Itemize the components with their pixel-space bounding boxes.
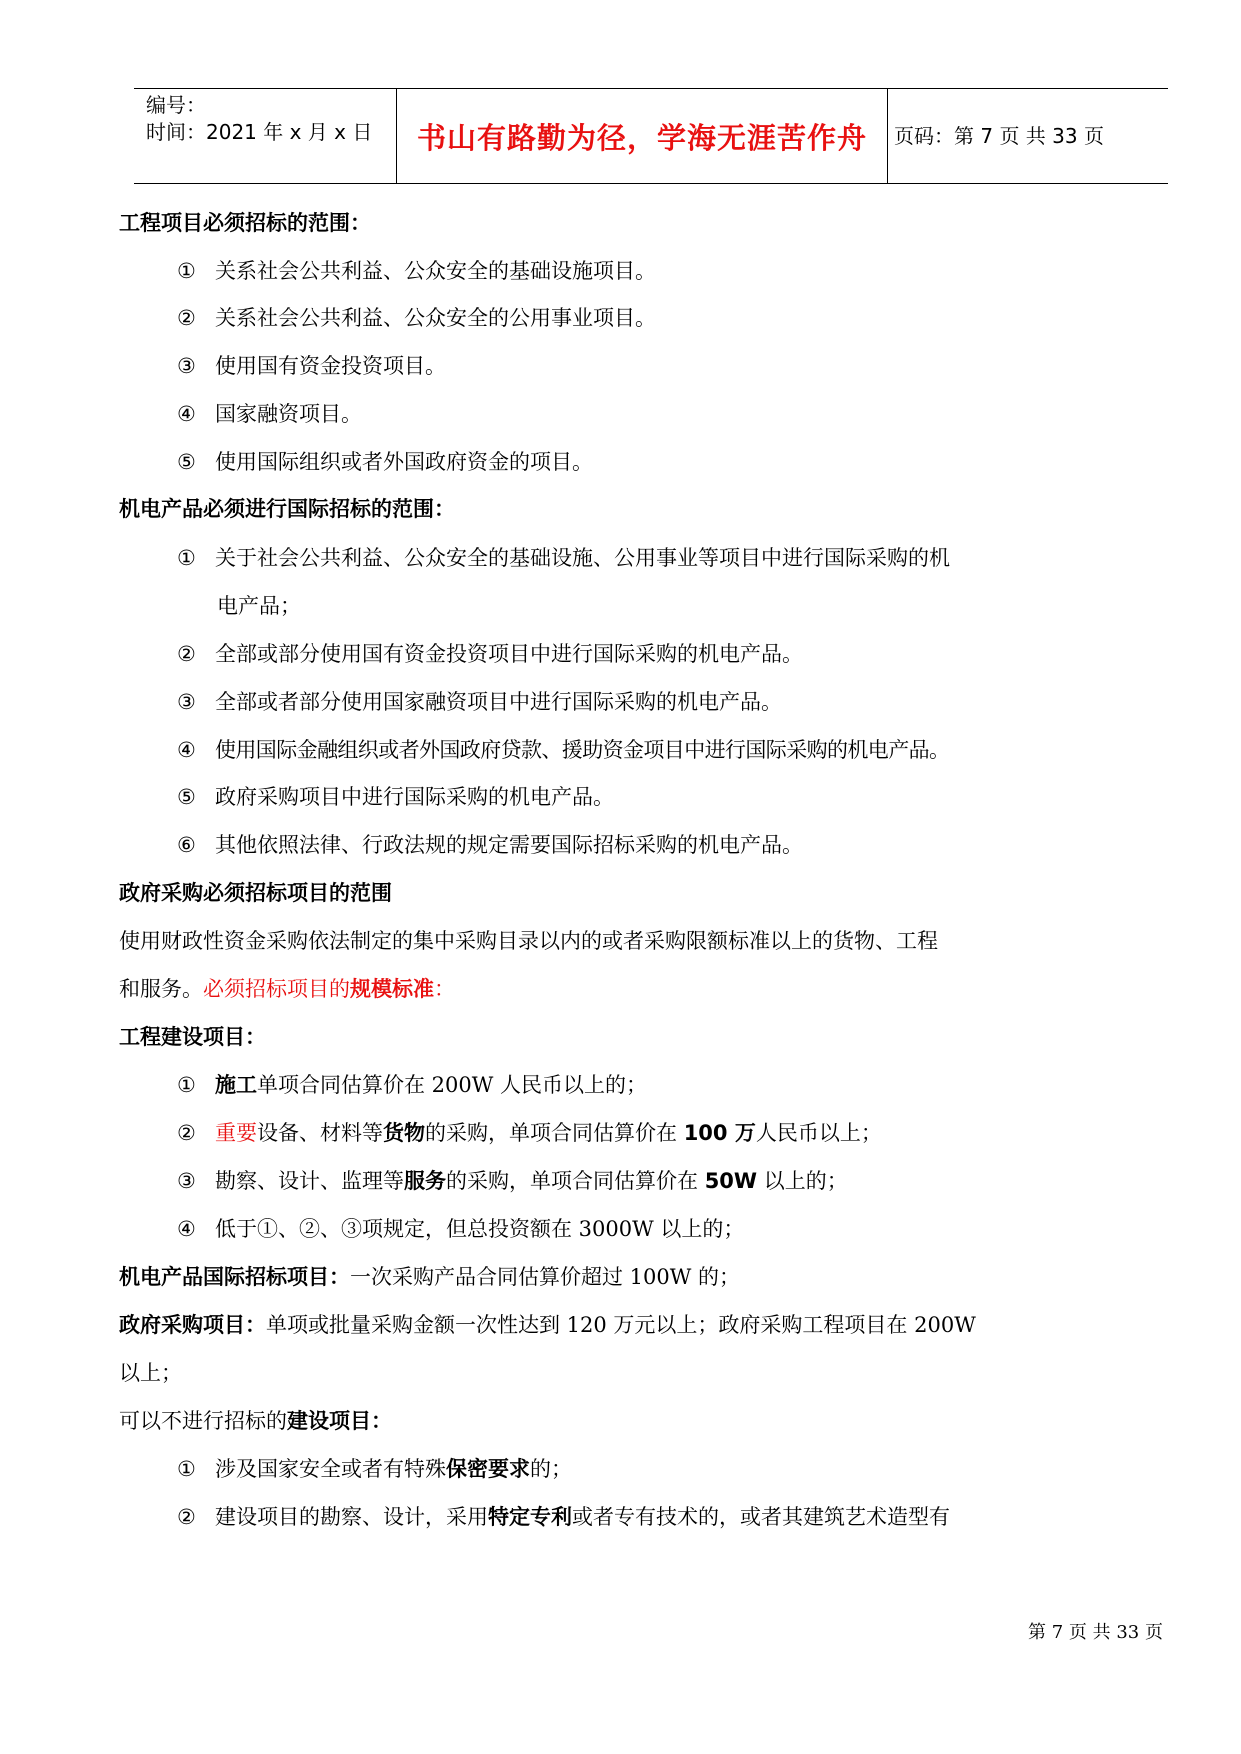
text-segment: 人民币以上； <box>755 1121 882 1145</box>
item-text: 关系社会公共利益、公众安全的公用事业项目。 <box>215 306 656 330</box>
text-segment: 单项或批量采购金额一次性达到 120 万元以上；政府采购工程项目在 200W <box>266 1313 976 1337</box>
list-item <box>177 256 656 286</box>
header-left <box>146 92 372 146</box>
text-bold: 100 万 <box>683 1121 756 1145</box>
list-item <box>177 1454 572 1484</box>
text-segment-red: 必须招标项目的 <box>203 977 350 1001</box>
list-item <box>177 687 782 717</box>
item-number: ④ <box>177 1217 196 1241</box>
item-number: ② <box>177 1121 196 1145</box>
text-segment: 涉及国家安全或者有特殊 <box>215 1457 446 1481</box>
text-segment: 或者专有技术的，或者其建筑艺术造型有 <box>572 1505 950 1529</box>
text-segment: 的采购，单项合同估算价在 <box>446 1169 705 1193</box>
text-segment-red: 重要 <box>215 1121 257 1145</box>
item-number: ⑤ <box>177 785 196 809</box>
list-item <box>177 1214 744 1244</box>
item-number: ③ <box>177 354 196 378</box>
text-bold: 机电产品国际招标项目： <box>119 1265 350 1289</box>
section-title-construction-projects: 工程建设项目： <box>119 1025 266 1049</box>
paragraph-line: 以上； <box>119 1361 182 1385</box>
item-number: ② <box>177 642 196 666</box>
item-number: ① <box>177 1457 196 1481</box>
text-bold: 服务 <box>404 1169 446 1193</box>
item-text: 政府采购项目中进行国际采购的机电产品。 <box>215 785 614 809</box>
list-item <box>177 782 614 812</box>
list-item <box>177 735 949 765</box>
item-number: ① <box>177 259 196 283</box>
item-text: 使用国际组织或者外国政府资金的项目。 <box>215 450 593 474</box>
text-segment: 单项合同估算价在 200W 人民币以上的； <box>257 1073 648 1097</box>
section-title-engineering-scope: 工程项目必须招标的范围： <box>119 211 371 235</box>
header-motto: 书山有路勤为径，学海无涯苦作舟 <box>396 89 888 183</box>
item-number: ② <box>177 1505 196 1529</box>
item-text: 关于社会公共利益、公众安全的基础设施、公用事业等项目中进行国际采购的机 <box>215 546 950 570</box>
page-footer: 第 7 页 共 33 页 <box>1028 1622 1163 1643</box>
text-bold: 施工 <box>215 1073 257 1097</box>
item-text: 全部或者部分使用国家融资项目中进行国际采购的机电产品。 <box>215 690 782 714</box>
text-bold: 政府采购项目： <box>119 1313 266 1337</box>
list-item-continuation: 电产品； <box>217 594 301 618</box>
item-number: ⑥ <box>177 833 196 857</box>
text-bold: 特定专利 <box>488 1505 572 1529</box>
text-segment: 建设项目的勘察、设计，采用 <box>215 1505 488 1529</box>
item-text: 国家融资项目。 <box>215 402 362 426</box>
text-bold: 50W <box>704 1169 758 1193</box>
paragraph-line: 使用财政性资金采购依法制定的集中采购目录以内的或者采购限额标准以上的货物、工程 <box>119 929 938 953</box>
doc-time-label: 时间：2021 年 x 月 x 日 <box>146 120 373 144</box>
list-item <box>177 1502 950 1532</box>
section-title-government-procurement: 政府采购必须招标项目的范围 <box>119 881 392 905</box>
text-bold: 保密要求 <box>446 1457 530 1481</box>
item-number: ④ <box>177 402 196 426</box>
doc-number-label: 编号： <box>146 93 206 117</box>
list-item <box>177 639 803 669</box>
paragraph-line <box>119 974 455 1004</box>
text-segment: 的； <box>530 1457 572 1481</box>
page-header <box>134 88 1168 184</box>
list-item <box>177 1118 882 1148</box>
item-text: 低于①、②、③项规定，但总投资额在 3000W 以上的； <box>215 1217 745 1241</box>
list-item <box>177 830 803 860</box>
list-item <box>177 351 446 381</box>
item-text: 使用国有资金投资项目。 <box>215 354 446 378</box>
text-segment: 一次采购产品合同估算价超过 100W 的； <box>350 1265 741 1289</box>
item-text: 其他依照法律、行政法规的规定需要国际招标采购的机电产品。 <box>215 833 803 857</box>
text-segment-red-bold: 规模标准 <box>350 977 434 1001</box>
paragraph-line <box>119 1262 740 1292</box>
text-segment-red: ： <box>434 977 455 1001</box>
text-segment: 以上的； <box>757 1169 848 1193</box>
list-item <box>177 447 593 477</box>
item-text: 全部或部分使用国有资金投资项目中进行国际采购的机电产品。 <box>215 642 803 666</box>
list-item <box>177 399 362 429</box>
item-number: ② <box>177 306 196 330</box>
paragraph-line <box>119 1310 976 1340</box>
item-number: ① <box>177 1073 196 1097</box>
text-segment: 设备、材料等 <box>257 1121 383 1145</box>
header-page-code: 页码：第 7 页 共 33 页 <box>894 124 1104 148</box>
item-number: ③ <box>177 1169 196 1193</box>
item-text: 使用国际金融组织或者外国政府贷款、援助资金项目中进行国际采购的机电产品。 <box>215 738 950 762</box>
text-bold: 货物 <box>383 1121 425 1145</box>
item-number: ① <box>177 546 196 570</box>
list-item <box>177 303 656 333</box>
text-bold: 建设项目： <box>287 1409 392 1433</box>
list-item <box>177 1070 647 1100</box>
text-segment: 可以不进行招标的 <box>119 1409 287 1433</box>
list-item <box>177 1166 848 1196</box>
text-segment: 和服务。 <box>119 977 203 1001</box>
list-item <box>177 543 950 573</box>
text-segment: 的采购，单项合同估算价在 <box>425 1121 684 1145</box>
item-text: 关系社会公共利益、公众安全的基础设施项目。 <box>215 259 656 283</box>
item-number: ④ <box>177 738 196 762</box>
item-number: ⑤ <box>177 450 196 474</box>
paragraph-line <box>119 1406 392 1436</box>
section-title-electromechanical-scope: 机电产品必须进行国际招标的范围： <box>119 497 455 521</box>
item-number: ③ <box>177 690 196 714</box>
text-segment: 勘察、设计、监理等 <box>215 1169 404 1193</box>
